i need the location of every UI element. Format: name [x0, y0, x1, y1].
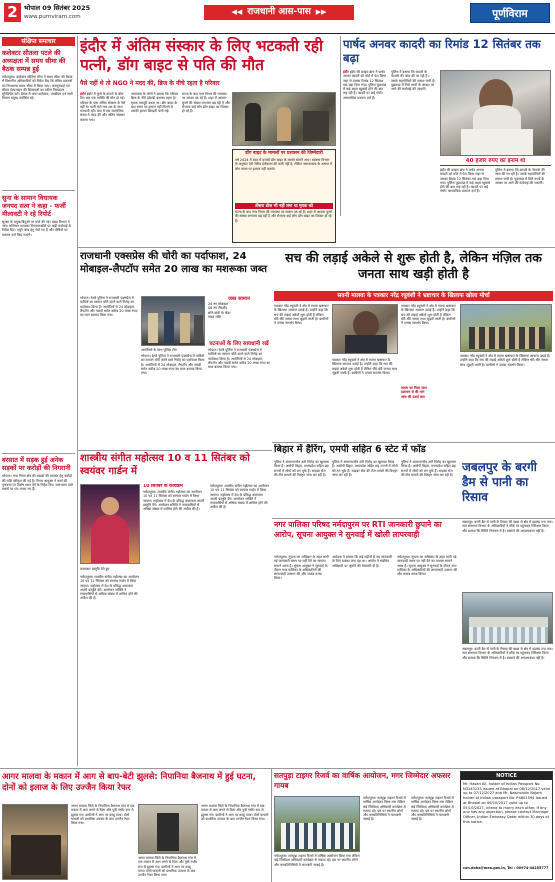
- music-body-2: नर्मदापुरम। शास्त्रीय संगीत महोत्सव का आयोजन 10 एवं 11 सितंबर को स्वयंवर गार्डन में किया जाएगा। महोत्सव में देश के प्रसिद्ध कलाकार अपनी प्रस्तुति देंगे। आयोजन समिति ने नगरवासियों से अधिक संख्या में शामिल होने की अपील की है।: [143, 490, 205, 512]
- lead-dateline: इंदौर: [80, 92, 86, 96]
- jabalpur-body-2: जबलपुर। बरगी डैम से पानी के रिसाव की खबर से क्षेत्र में हड़कंप मच गया। जल संसाधन विभाग के अधिकारियों ने मौके पर पहुंचकर निरीक्षण किया और बताया कि स्थिति नियंत्रण में है। घबराने की आवश्यकता नहीं है।: [462, 647, 553, 660]
- music-photo-caption: कलाकार प्रस्तुति देते हुए: [80, 567, 110, 571]
- notice-title: NOTICE: [461, 772, 552, 780]
- bihar-body: पुलिस ने अंतरराज्यीय ठगी गिरोह का खुलासा किया है। आरोपी बिहार, मध्यप्रदेश सहित छह राज्यों में लोगों को ठग चुके हैं। साइबर सेल की टीम मामले की विस्तृत जांच कर रही है।: [274, 460, 329, 477]
- section-title: [204, 5, 354, 20]
- dog-bite-box: [232, 149, 336, 243]
- satpura-body-3: नर्मदापुरम। सतपुड़ा टाइगर रिजर्व में वार्षिक आयोजन किया गया लेकिन कई जिम्मेदार अधिकारी कार्यक्रम से नदारद रहे। इस पर स्थानीय लोगों और जनप्रतिनिधियों ने नाराजगी जताई है।: [411, 796, 454, 822]
- dateline: भोपाल 09 सितंबर 2025: [24, 4, 91, 12]
- sach-list-item: जांच की उठाई बात: [401, 394, 425, 399]
- nagar-body-3: नर्मदापुरम। सूचना का अधिकार के तहत मांगी गई जानकारी समय पर नहीं देने का मामला सामने आया है। सूचना आयुक्त ने सुनवाई के दौरान नगर पालिका के अधिकारियों की लापरवाही उजागर की और जवाब तलब किया।: [397, 555, 458, 577]
- parshad-body: [343, 70, 388, 244]
- rajdhani-photo-caption: आरोपियों के साथ पुलिस टीम: [141, 348, 177, 352]
- parshad-body-4: पुलिस ने बताया कि कादरी के नेटवर्क की जांच की जा रही है। उसके सहयोगियों की तलाश जारी है। पूछताछ में मिले तथ्यों के आधार पर आगे की कार्रवाई की जाएगी।: [495, 168, 545, 185]
- arrow-left-icon: ◀◀: [231, 8, 243, 16]
- rajdhani-item: 06 नग लैपटॉप: [208, 306, 227, 311]
- music-body-3: नर्मदापुरम। शास्त्रीय संगीत महोत्सव का आयोजन 10 एवं 11 सितंबर को स्वयंवर गार्डन में किया जाएगा। महोत्सव में देश के प्रसिद्ध कलाकार अपनी प्रस्तुति देंगे। आयोजन समिति ने नगरवासियों से अधिक संख्या में शामिल होने की अपील की है।: [210, 484, 269, 510]
- sach-story: [274, 250, 553, 290]
- section-rule: [272, 442, 555, 443]
- person-figure: [180, 313, 190, 343]
- face-figure: [101, 497, 119, 515]
- masthead: [0, 0, 555, 34]
- sach-list-item: जनता का मिला साथ: [401, 386, 427, 390]
- notice-body: Mr. Hasan Ali, holder of Indian Passport No. N3145233 issued at Bhopal on 08/12/2017 valid up to 07/12/2027 and Mr. Nasiruddin Najam holder of Indian passport No. P4802594 issued at Bhopal on 06/10/2017 valid up to 05/10/2027, intend to marry each other. If any one has any objection, please contact Marriage Officer, Indian Embassy Qatar within 30 days of this notice.: [463, 782, 550, 824]
- person-figure: [148, 313, 158, 343]
- parshad-photo-caption: 40 हजार रुपए का इनाम था: [440, 158, 551, 166]
- nagar-story: [274, 520, 460, 552]
- lead-subhead: पैसे नहीं थे तो NGO ने मदद की, ब्रिज के नीचे रहता है परिवार: [80, 80, 220, 87]
- brief-body: भोपाल। नगर निगम क्षेत्र की सड़कों की मरम्मत हेतु करोड़ों की राशि स्वीकृत की गई है। निगम आयुक्त ने कार्य की गुणवत्ता पर विशेष ध्यान देने के निर्देश दिए। जलभराव वाले स्थानों पर पंप लगाए गए हैं।: [2, 474, 73, 492]
- person-figure: [194, 315, 203, 343]
- music-schedule: [143, 484, 207, 765]
- dam-photo: [462, 592, 553, 644]
- brief-headline: कलेक्टर सीतला पटले की अध्यक्षता में समय सीमा की बैठक सम्पन्न हुई: [2, 49, 66, 73]
- sach-list-item: प्रशासन से की मांग: [401, 390, 425, 395]
- fire-body-2: आगर मालवा जिले के निपानिया बैजनाथ गांव में एक मकान में आग लगने से पिता और पुत्री गंभीर रूप से झुलस गए। ग्रामीणों ने आग पर काबू पाया। दोनों घायलों को प्राथमिक उपचार के बाद उज्जैन रेफर किया गया।: [138, 856, 198, 878]
- sach-headline: सच की लड़ाई अकेले से शुरू होती है, लेकिन मंज़िल तक जनता साथ खड़ी होती है: [285, 250, 542, 281]
- rajdhani-body-2: भोपाल। रेलवे पुलिस ने राजधानी एक्सप्रेस में यात्रियों का सामान चोरी करने वाले गिरोह का पर्दाफाश किया है। आरोपियों से 24 मोबाइल, लैपटॉप और नकदी समेत करीब 20 लाख रुपए का माल बरामद किया गया।: [141, 354, 205, 376]
- rajdhani-item: सोने-चांदी के जेवर: [208, 310, 231, 315]
- rajdhani-headline: राजधानी एक्सप्रेस की चोरी का पर्दाफाश, 24 मोबाइल-लैपटॉप समेत 20 लाख का मशरूका जब्त: [80, 251, 267, 275]
- rajdhani-sub-body: भोपाल। रेलवे पुलिस ने राजधानी एक्सप्रेस में यात्रियों का सामान चोरी करने वाले गिरोह का पर्दाफाश किया है। आरोपियों से 24 मोबाइल, लैपटॉप और नकदी समेत करीब 20 लाख रुपए का माल बरामद किया गया।: [208, 348, 270, 370]
- parshad-dateline: इंदौर: [343, 70, 349, 74]
- satpura-body-2: नर्मदापुरम। सतपुड़ा टाइगर रिजर्व में वार्षिक आयोजन किया गया लेकिन कई जिम्मेदार अधिकारी कार्यक्रम से नदारद रहे। इस पर स्थानीय लोगों और जनप्रतिनिधियों ने नाराजगी जताई है।: [363, 796, 406, 822]
- column-rule: [340, 36, 341, 216]
- brief-body: सुरक्षा के प्रमुख बिंदुओं पर चर्चा की गई। खाद्य विभाग ने जांच अभियान चलाकर मिलावटखोरों पर कड़ी कार्रवाई के निर्देश दिए। नमूने जांच हेतु भेजे गए हैं और दोषियों पर प्रकरण दर्ज किए जाएंगे।: [2, 219, 72, 237]
- burnt-house-figure: [11, 835, 61, 875]
- rajdhani-subhead: घटनाओं के लिए सावधानी रखें: [209, 341, 269, 348]
- bihar-story: [274, 444, 553, 458]
- bihar-body-3: पुलिस ने अंतरराज्यीय ठगी गिरोह का खुलासा किया है। आरोपी बिहार, मध्यप्रदेश सहित छह राज्यों में लोगों को ठग चुके हैं। साइबर सेल की टीम मामले की विस्तृत जांच कर रही है।: [401, 460, 456, 477]
- sach-banner: सवनी मालवा के पत्रकार नरेंद्र रघुवंशी ने भ्रष्टाचार के खिलाफ खोला मोर्चा: [274, 291, 553, 301]
- brief-headline: सुना के सामान विधायक जनपद सत्य ने कहा - फर्जी मीलावटी ने रहे रिपोर्ट: [2, 193, 66, 218]
- sach-body-4: पत्रकार नरेंद्र रघुवंशी ने क्षेत्र में व्याप्त भ्रष्टाचार के खिलाफ आवाज उठाई है। उन्होंने कहा कि सच की लड़ाई अकेले शुरू होती है लेकिन धीरे-धीरे जनता साथ जुड़ती जाती है। ग्रामीणों ने उनका समर्थन किया।: [460, 354, 551, 367]
- crowd-figure: [469, 327, 545, 349]
- dog-box-body: वर्ष 2024 में शहर में हजारों डॉग बाइट के मामले सामने आए। स्वास्थ्य विभाग के अनुसार एंटी रेबीज इंजेक्शन की कमी नहीं है, लेकिन जागरूकता के अभाव में लोग समय पर इलाज नहीं कराते।: [235, 158, 332, 171]
- satpura-body: नर्मदापुरम। सतपुड़ा टाइगर रिजर्व में वार्षिक आयोजन किया गया लेकिन कई जिम्मेदार अधिकारी कार्यक्रम से नदारद रहे। इस पर स्थानीय लोगों और जनप्रतिनिधियों ने नाराजगी जताई है।: [274, 854, 360, 867]
- parshad-headline: पार्षद अनवर कादरी का रिमांड 12 सितंबर तक बढ़ा: [343, 37, 541, 65]
- brief-headline: बरसात में सड़क हुई अनेक सड़कों पर करोड़ों की निगरानी: [2, 456, 71, 473]
- music-body: नर्मदापुरम। शास्त्रीय संगीत महोत्सव का आयोजन 10 एवं 11 सितंबर को स्वयंवर गार्डन में किया जाएगा। महोत्सव में देश के प्रसिद्ध कलाकार अपनी प्रस्तुति देंगे। आयोजन समिति ने नगरवासियों से अधिक संख्या में शामिल होने की अपील की है।: [80, 575, 139, 601]
- satpura-photo: [274, 796, 360, 852]
- dancer-figure: [91, 515, 129, 563]
- arrow-right-icon: ▶▶: [315, 8, 327, 16]
- rajdhani-list-head: जब्त सामान: [228, 296, 250, 302]
- parshad-photo: [440, 70, 551, 156]
- parshad-body-2: पुलिस ने बताया कि कादरी के नेटवर्क की जांच की जा रही है। उसके सहयोगियों की तलाश जारी है। पूछताछ में मिले तथ्यों के आधार पर आगे की कार्रवाई की जाएगी।: [391, 70, 436, 92]
- dog-box-headline: डॉग बाइट के मामलों पर प्रशासन की जिम्मेदारी: [245, 151, 323, 156]
- lead-body-1: इंदौर में कुत्ते के काटने के बीस दिन बाद एक व्यक्ति की मौत हो गई। परिवार के पास अंतिम संस्कार के पैसे नहीं थे। पत्नी घंटों तक शव के साथ भटकती रही। बाद में एक सामाजिक संस्था ने मदद की और अंतिम संस्कार कराया गया।: [80, 92, 126, 122]
- sidebar: [2, 37, 75, 766]
- lead-body-2: आसपास के लोगों ने बताया कि परिवार ब्रिज के नीचे झोपड़ी बनाकर रहता है। मृतक मजदूरी करता था। डॉग बाइट के बाद समय पर इलाज नहीं मिलने से उसकी हालत बिगड़ती चली गई।: [131, 92, 179, 114]
- lead-body-3: घटना के बाद नगर निगम की व्यवस्था पर सवाल उठ रहे हैं। शहर में आवारा कुत्तों की संख्या लगातार बढ़ रही है और रोजाना कई लोग डॉग बाइट का शिकार हो रहे हैं।: [182, 92, 230, 114]
- sach-photo-2: [460, 304, 552, 352]
- sidebar-kicker: संक्षिप्त समाचार: [2, 37, 75, 46]
- water-figure: [469, 627, 548, 643]
- parshad-body-1: इंदौर की क्राइम ब्रांच ने पार्षद अनवर कादरी को कोर्ट में पेश किया जहां से उसका रिमांड 12 सितंबर तक बढ़ा दिया गया। पुलिस पूछताछ में कई अहम खुलासे होने की बात कह रही है। कादरी पर कई गंभीर आपराधिक प्रकरण दर्ज हैं।: [343, 70, 387, 100]
- music-schedule-head: 10 सितंबर के कार्यक्रम: [143, 484, 183, 489]
- person-figure: [277, 107, 291, 141]
- shirt-figure: [461, 129, 533, 156]
- page-number: 2: [4, 3, 21, 22]
- jabalpur-headline: जबलपुर के बरगी डैम से पानी का रिसाव: [462, 460, 537, 504]
- rajdhani-body: भोपाल। रेलवे पुलिस ने राजधानी एक्सप्रेस में यात्रियों का सामान चोरी करने वाले गिरोह का पर्दाफाश किया है। आरोपियों से 24 मोबाइल, लैपटॉप और नकदी समेत करीब 20 लाख रुपए का माल बरामद किया गया।: [80, 296, 138, 318]
- music-story: [80, 452, 270, 482]
- crowd-figure: [281, 823, 355, 849]
- sach-list: [401, 386, 457, 440]
- bihar-headline: बिहार में हैरिंग, एमपी सहित 6 स्टेट में फाॅड: [274, 444, 426, 455]
- sach-body-3: पत्रकार नरेंद्र रघुवंशी ने क्षेत्र में व्याप्त भ्रष्टाचार के खिलाफ आवाज उठाई है। उन्होंने कहा कि सच की लड़ाई अकेले शुरू होती है लेकिन धीरे-धीरे जनता साथ जुड़ती जाती है। ग्रामीणों ने उनका समर्थन किया।: [401, 304, 456, 326]
- lead-body: [80, 92, 128, 242]
- rajdhani-story: [80, 250, 270, 292]
- shirt-figure: [345, 335, 387, 354]
- person-figure: [245, 103, 261, 141]
- rajdhani-item: 24 नग मोबाइल: [208, 302, 228, 306]
- section-rule: [78, 247, 555, 248]
- satpura-headline: सतपुड़ा टाइगर रिजर्व का वार्षिक आयोजन, मगर जिम्मेदार अफसर गायब: [274, 771, 451, 790]
- jabalpur-body: जबलपुर। बरगी डैम से पानी के रिसाव की खबर से क्षेत्र में हड़कंप मच गया। जल संसाधन विभाग के अधिकारियों ने मौके पर पहुंचकर निरीक्षण किया और बताया कि स्थिति नियंत्रण में है। घबराने की आवश्यकता नहीं है।: [462, 520, 553, 533]
- jabalpur-story: [462, 460, 553, 516]
- sach-body-2: पत्रकार नरेंद्र रघुवंशी ने क्षेत्र में व्याप्त भ्रष्टाचार के खिलाफ आवाज उठाई है। उन्होंने कहा कि सच की लड़ाई अकेले शुरू होती है लेकिन धीरे-धीरे जनता साथ जुड़ती जाती है। ग्रामीणों ने उनका समर्थन किया।: [332, 358, 398, 375]
- notice-contact[interactable]: con.doha@mea.gov.in, Tel : 00974-44255777: [463, 866, 549, 870]
- nagar-headline: नगर पालिका परिषद नर्मदापुरम पर RTI जानकारी छुपाने का आरोप, सूचना आयुक्त ने सुनवाई में खोली लापरवाही: [274, 520, 442, 539]
- fire-photo: [2, 804, 68, 880]
- nagar-body-2: आवेदक ने बताया कि कई महीनों से वह जानकारी के लिए चक्कर लगा रहा था। आयोग ने संबंधित अधिकारी पर जुर्माने की चेतावनी दी है।: [332, 555, 393, 568]
- sach-photo: [332, 304, 398, 354]
- dog-box-stat: तीसरा डोज भी नहीं लगा था मृतक को: [235, 203, 333, 209]
- satpura-story: [274, 771, 454, 795]
- section-rule: [0, 768, 555, 769]
- brand-logo: पूर्णविराम: [470, 3, 550, 23]
- brief-body: नर्मदापुरम। कलेक्टर सोनिया मीना ने समय सीमा की बैठक में विभागीय अधिकारियों को निर्देश दिए कि लंबित प्रकरणों का निराकरण समय सीमा में किया जाए। जनसुनवाई एवं सीएम हेल्पलाइन की शिकायतों का त्वरित निराकरण सुनिश्चित करें। बैठक में अपर कलेक्टर, एसडीएम एवं सभी विभाग प्रमुख उपस्थित रहे।: [2, 75, 73, 101]
- dog-box-more: घटना के बाद नगर निगम की व्यवस्था पर सवाल उठ रहे हैं। शहर में आवारा कुत्तों की संख्या लगातार बढ़ रही है और रोजाना कई लोग डॉग बाइट का शिकार हो रहे हैं।: [235, 210, 333, 223]
- column-rule: [77, 36, 78, 766]
- fire-body-3: आगर मालवा जिले के निपानिया बैजनाथ गांव में एक मकान में आग लगने से पिता और पुत्री गंभीर रूप से झुलस गए। ग्रामीणों ने आग पर काबू पाया। दोनों घायलों को प्राथमिक उपचार के बाद उज्जैन रेफर किया गया।: [201, 804, 269, 821]
- divider: [2, 190, 75, 191]
- music-headline: शास्त्रीय संगीत महोत्सव 10 व 11 सितंबर को स्वयंवर गार्डन में: [80, 453, 250, 477]
- nagar-body: नर्मदापुरम। सूचना का अधिकार के तहत मांगी गई जानकारी समय पर नहीं देने का मामला सामने आया है। सूचना आयुक्त ने सुनवाई के दौरान नगर पालिका के अधिकारियों की लापरवाही उजागर की और जवाब तलब किया।: [274, 555, 329, 581]
- rajdhani-sidebar: [208, 296, 270, 448]
- fire-story: [2, 771, 270, 801]
- lead-headline: इंदौर में अंतिम संस्कार के लिए भटकती रही पत्नी, डॉग बाइट से पति की मौत: [80, 37, 324, 74]
- column-rule: [271, 769, 272, 882]
- website-link[interactable]: www.purnviram.com: [24, 14, 81, 20]
- section-rule: [272, 518, 555, 519]
- rajdhani-item: नकद राशि: [208, 314, 221, 319]
- notice-box: [460, 771, 553, 880]
- fire-photo-2: [138, 804, 198, 854]
- divider: [2, 453, 75, 454]
- person-figure: [157, 813, 179, 851]
- fire-headline: आगर मालवा के मकान में आग से बाप-बेटी झुलसे: निपानिया बैजनाथ में हुई घटना, दोनों को इलाज के लिए उज्जैन किया रेफर: [2, 771, 256, 792]
- music-photo: [80, 484, 140, 564]
- bihar-body-2: पुलिस ने अंतरराज्यीय ठगी गिरोह का खुलासा किया है। आरोपी बिहार, मध्यप्रदेश सहित छह राज्यों में लोगों को ठग चुके हैं। साइबर सेल की टीम मामले की विस्तृत जांच कर रही है।: [332, 460, 398, 477]
- person-figure: [303, 111, 329, 141]
- section-rule: [78, 450, 272, 451]
- person-figure: [164, 311, 174, 343]
- lead-photo: [232, 92, 336, 146]
- rajdhani-photo: [141, 296, 205, 346]
- section-label: राजधानी आस-पास: [247, 7, 311, 17]
- sach-body: पत्रकार नरेंद्र रघुवंशी ने क्षेत्र में व्याप्त भ्रष्टाचार के खिलाफ आवाज उठाई है। उन्होंने कहा कि सच की लड़ाई अकेले शुरू होती है लेकिन धीरे-धीरे जनता साथ जुड़ती जाती है। ग्रामीणों ने उनका समर्थन किया।: [274, 304, 329, 326]
- fire-body: आगर मालवा जिले के निपानिया बैजनाथ गांव में एक मकान में आग लगने से पिता और पुत्री गंभीर रूप से झुलस गए। ग्रामीणों ने आग पर काबू पाया। दोनों घायलों को प्राथमिक उपचार के बाद उज्जैन रेफर किया गया।: [71, 804, 135, 826]
- parshad-body-3: इंदौर की क्राइम ब्रांच ने पार्षद अनवर कादरी को कोर्ट में पेश किया जहां से उसका रिमांड 12 सितंबर तक बढ़ा दिया गया। पुलिस पूछताछ में कई अहम खुलासे होने की बात कह रही है। कादरी पर कई गंभीर आपराधिक प्रकरण दर्ज हैं।: [440, 168, 491, 194]
- dam-wall: [469, 617, 548, 627]
